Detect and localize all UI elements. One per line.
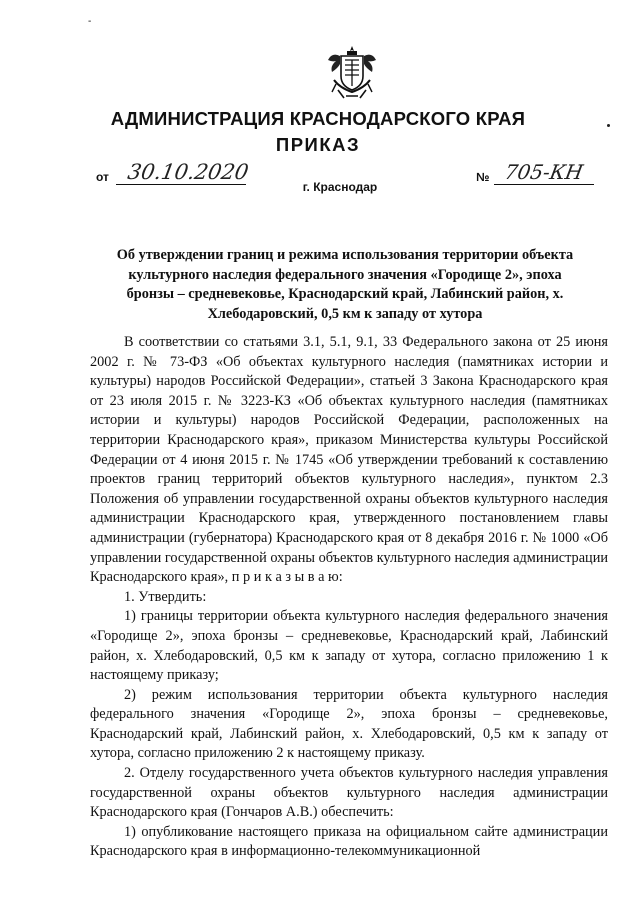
city-name: г. Краснодар (302, 180, 378, 194)
date-label: от (96, 170, 109, 184)
document-body (90, 333, 608, 862)
date-handwritten: 30.10.2020 (125, 160, 251, 184)
paragraph-item-1: 1. Утвердить: (124, 588, 207, 605)
coat-of-arms-emblem (326, 42, 378, 102)
document-title: Об утверждении границ и режима использования территории объекта культурного наследия федерального значения «Городище 2», эпоха бронзы – средневековье, Краснодарский край, Лабинский район, х. Хлебодаровский, 0,5 км к западу от хутора (116, 247, 574, 322)
number-underline (494, 184, 594, 185)
paragraph-item-1-2: 2) режим использования территории объекта культурного наследия федерального значения «Городище 2», эпоха бронзы – средневековье, Краснодарский край, Лабинский район, х. Хлебодаровский, 0,5 км к западу от хутора, согласно приложению 2 к настоящему приказу. (90, 686, 608, 762)
paragraph-preamble: В соответствии со статьями 3.1, 5.1, 9.1, 33 Федерального закона от 25 июня 2002 г. № 73-ФЗ «Об объектах культурного наследия (памятниках истории и культуры) народов Российской Федерации», статьей 3 Закона Краснодарского края от 23 июля 2015 г. № 3223-КЗ «Об объектах культурного наследия (памятниках истории и культуры) народов Российской Федерации, расположенных на территории Краснодарского края», приказом Министерства культуры Российской Федерации от 4 июня 2015 г. № 1745 «Об утверждении требований к составлению проектов границ территорий объектов культурного наследия», пунктом 2.3 Положения об управлении государственной охраны объектов культурного наследия администрации Краснодарского края, утвержденного постановлением главы администрации (губернатора) Краснодарского края от 8 декабря 2016 г. № 1000 «Об управлении государственной охраны объектов культурного наследия администрации Краснодарского края», п р и к а з ы в а ю: (90, 334, 608, 586)
organization-name: АДМИНИСТРАЦИЯ КРАСНОДАРСКОГО КРАЯ (110, 108, 526, 129)
number-handwritten: 705-КН (502, 160, 585, 184)
document-type: ПРИКАЗ (275, 134, 361, 155)
paragraph-item-2: 2. Отделу государственного учета объектов культурного наследия управления государственной охраны объектов культурного наследия администрации Краснодарского края (Гончаров А.В.) обеспечить: (90, 765, 608, 821)
number-label: № (476, 170, 490, 184)
paragraph-item-2-1: 1) опубликование настоящего приказа на официальном сайте администрации Краснодарского края в информационно-телекоммуникационной (90, 823, 608, 860)
corner-mark: - (88, 16, 92, 27)
paragraph-item-1-1: 1) границы территории объекта культурного наследия федерального значения «Городище 2», эпоха бронзы – средневековье, Краснодарский край, Лабинский район, х. Хлебодаровский, 0,5 км к западу от хутора, согласно приложению 1 к настоящему приказу; (90, 608, 608, 684)
